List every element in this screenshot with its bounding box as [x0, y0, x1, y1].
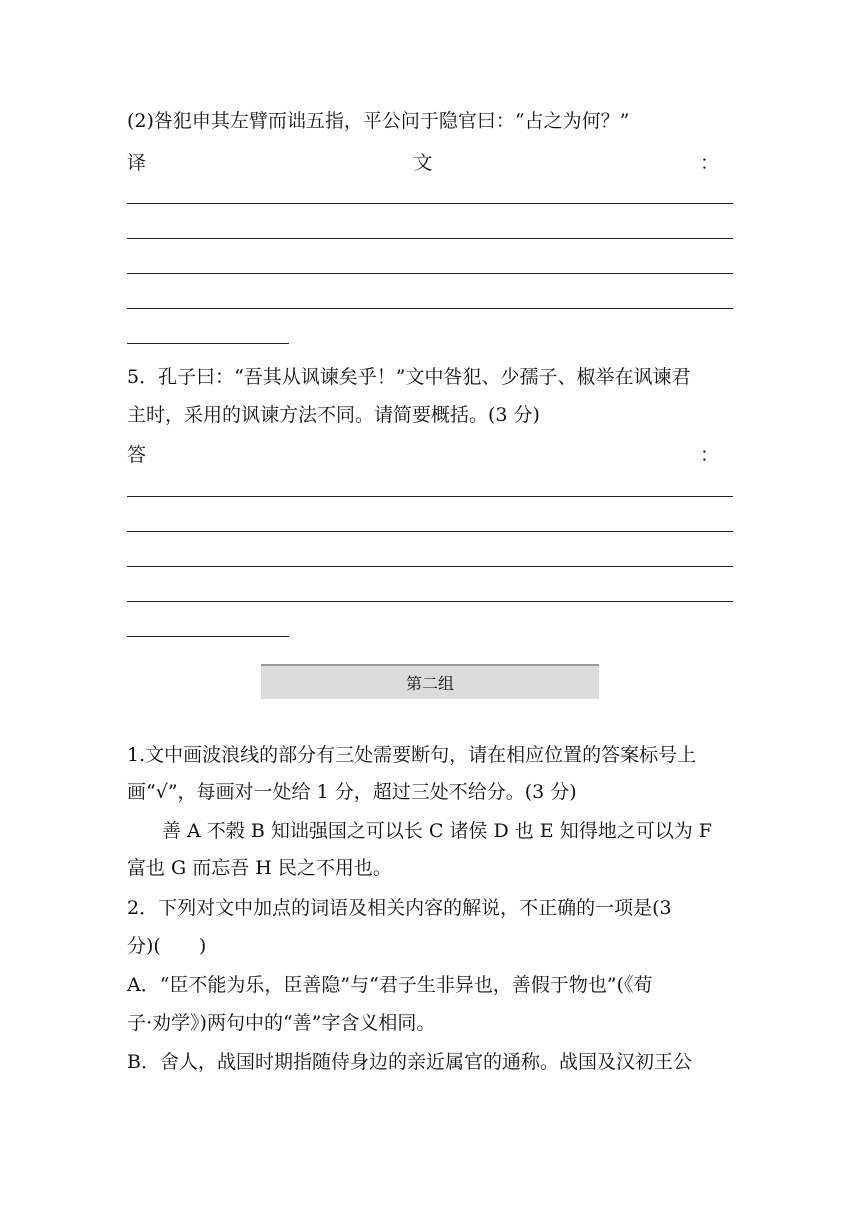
- section-header: [261, 664, 599, 699]
- section-title: 第二组: [405, 674, 454, 693]
- answer-line[interactable]: [127, 238, 733, 239]
- answer-line[interactable]: [127, 531, 733, 532]
- g2q2-line1: 2．下列对文中加点的词语及相关内容的解说，不正确的一项是(3: [127, 897, 672, 919]
- answer-line[interactable]: [127, 203, 733, 204]
- answer-line[interactable]: [127, 308, 733, 309]
- option-a-line1: A．“臣不能为乐，臣善隐”与“君子生非异也，善假于物也”(《荀: [127, 974, 653, 996]
- q2-answer-label: [127, 148, 719, 175]
- q5-line1: 5．孔子曰：“吾其从讽谏矣乎！”文中咎犯、少孺子、椒举在讽谏君: [127, 366, 691, 388]
- option-b-line1: B．舍人，战国时期指随侍身边的亲近属官的通称。战国及汉初王公: [127, 1051, 692, 1073]
- label-char: 答: [127, 444, 147, 466]
- option-a-line2: 子·劝学》)两句中的“善”字含义相同。: [127, 1012, 436, 1034]
- label-char: 译: [127, 152, 147, 174]
- q2-prompt: (2)咎犯申其左臂而诎五指，平公问于隐官曰：“占之为何？”: [127, 110, 630, 132]
- answer-line[interactable]: [127, 601, 733, 602]
- label-char: ：: [699, 444, 719, 466]
- q5-line2: 主时，采用的讽谏方法不同。请简要概括。(3 分): [127, 404, 540, 426]
- answer-line[interactable]: [127, 566, 733, 567]
- g2q1-passage2: 富也 G 而忘吾 H 民之不用也。: [127, 857, 392, 879]
- g2q2-line2: 分)( ): [127, 935, 207, 957]
- g2q1-line2: 画“√”，每画对一处给 1 分，超过三处不给分。(3 分): [127, 781, 577, 803]
- answer-line[interactable]: [127, 636, 289, 637]
- answer-line[interactable]: [127, 496, 733, 497]
- answer-line[interactable]: [127, 273, 733, 274]
- g2q1-line1: 1.文中画波浪线的部分有三处需要断句，请在相应位置的答案标号上: [127, 744, 697, 766]
- g2q1-passage1: 善 A 不榖 B 知诎强国之可以长 C 诸侯 D 也 E 知得地之可以为 F: [162, 820, 712, 842]
- q5-answer-label: [127, 440, 719, 467]
- answer-line[interactable]: [127, 343, 289, 344]
- label-char: ：: [699, 152, 719, 174]
- label-char: 文: [413, 152, 433, 174]
